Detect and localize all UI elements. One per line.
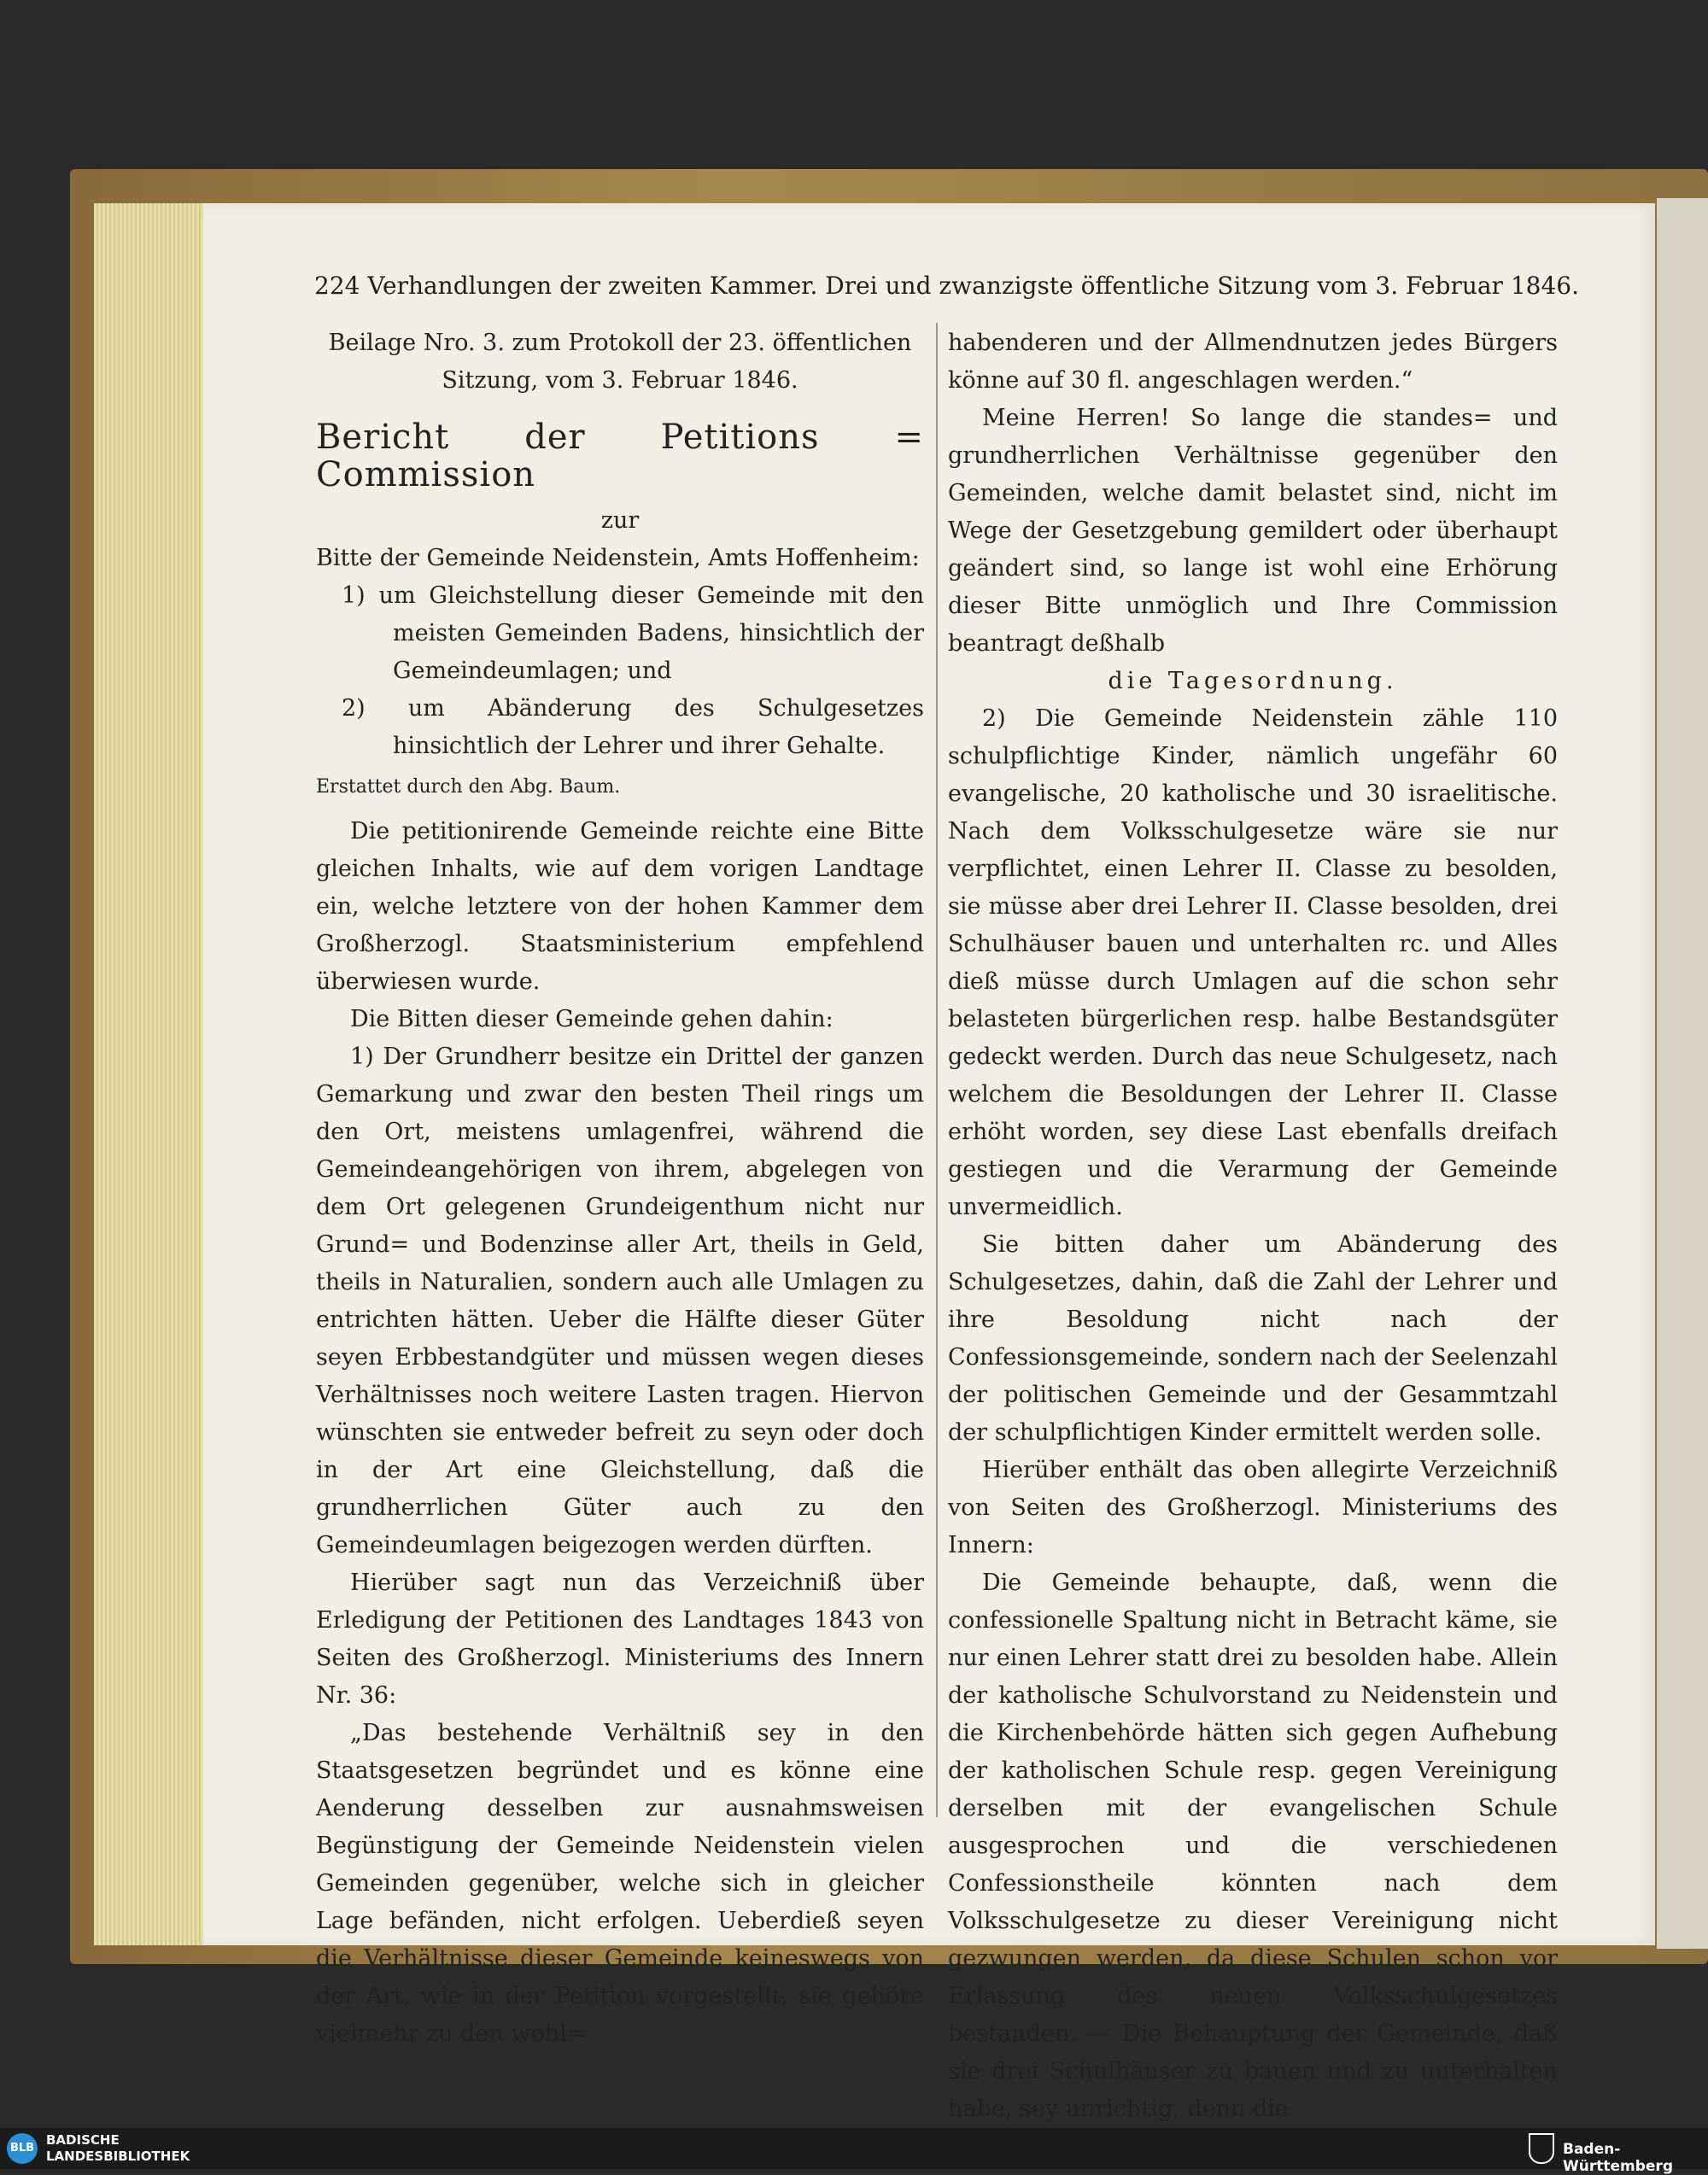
erstattet-line: Erstattet durch den Abg. Baum.	[316, 776, 621, 798]
paragraph: Meine Herren! So lange die standes= und grundherrlichen Verhältnisse gegenüber den Gemeinden, welche damit belastet sind, nicht im Wege der Gesetzgebung gemildert oder überhaupt geändert sind, so lange ist wohl eine Erhörung dieser Bitte unmöglich und Ihre Commission beantragt deßhalb	[948, 405, 1558, 657]
column-divider	[936, 323, 938, 1817]
bw-coat-of-arms-icon[interactable]	[1529, 2133, 1554, 2164]
right-column	[948, 324, 1558, 2128]
blb-line-1: BADISCHE	[46, 2132, 120, 2148]
bw-name[interactable]: Baden-Württemberg	[1563, 2141, 1673, 2175]
tagesordnung-line: die Tagesordnung.	[1108, 668, 1398, 694]
paragraph: Die petitionirende Gemeinde reichte eine Bitte gleichen Inhalts, wie auf dem vorigen Landtage ein, welche letztere von der hohen Kammer dem Großherzogl. Staatsministerium empfehlend überwiesen wurde.	[316, 818, 924, 995]
bitte-line: Bitte der Gemeinde Neidenstein, Amts Hoffenheim:	[316, 545, 920, 571]
request-item-1: 1) um Gleichstellung dieser Gemeinde mit den meisten Gemeinden Badens, hinsichtlich der Gemeindeumlagen; und	[342, 582, 924, 684]
running-header: 224 Verhandlungen der zweiten Kammer. Drei und zwanzigste öffentliche Sitzung vom 3. Februar 1846.	[314, 272, 1579, 300]
paragraph: habenderen und der Allmendnutzen jedes Bürgers könne auf 30 fl. angeschlagen werden.“	[948, 330, 1558, 394]
blb-logo-icon[interactable]: BLB	[7, 2133, 38, 2164]
blb-name[interactable]	[46, 2132, 190, 2165]
blb-line-2: LANDESBIBLIOTHEK	[46, 2149, 190, 2164]
paragraph: Sie bitten daher um Abänderung des Schulgesetzes, dahin, daß die Zahl der Lehrer und ihre Besoldung nicht nach der Confessionsgemeinde, sondern nach der Seelenzahl der politischen Gemeinde und der Gesammtzahl der schulpflichtigen Kinder ermittelt werden solle.	[948, 1231, 1558, 1446]
paragraph: Hierüber enthält das oben allegirte Verzeichniß von Seiten des Großherzogl. Ministeriums des Innern:	[948, 1457, 1558, 1558]
paragraph: 1) Der Grundherr besitze ein Drittel der ganzen Gemarkung und zwar den besten Theil rings um den Ort, meistens umlagenfrei, während die Gemeindeangehörigen von ihrem, abgelegen von dem Ort gelegenen Grundeigenthum nicht nur Grund= und Bodenzinse aller Art, theils in Geld, theils in Naturalien, sondern auch alle Umlagen zu entrichten hätten. Ueber die Hälfte dieser Güter seyen Erbbestandgüter und müssen wegen dieses Verhältnisses noch weitere Lasten tragen. Hiervon wünschten sie entweder befreit zu seyn oder doch in der Art eine Gleichstellung, daß die grundherrlichen Güter auch zu den Gemeindeumlagen beigezogen werden dürften.	[316, 1044, 924, 1558]
footer-bar	[0, 2128, 1708, 2169]
next-page-edge	[1657, 198, 1708, 1949]
paragraph: Die Bitten dieser Gemeinde gehen dahin:	[350, 1006, 834, 1032]
request-item-2: 2) um Abänderung des Schulgesetzes hinsichtlich der Lehrer und ihrer Gehalte.	[342, 695, 924, 759]
page-edge	[94, 203, 209, 1945]
paragraph: Die Gemeinde behaupte, daß, wenn die confessionelle Spaltung nicht in Betracht käme, sie nur einen Lehrer statt drei zu besolden habe. Allein der katholische Schulvorstand zu Neidenstein und die Kirchenbehörde hätten sich gegen Aufhebung der katholischen Schule resp. gegen Vereinigung derselben mit der evangelischen Schule ausgesprochen und die verschiedenen Confessionstheile könnten nach dem Volksschulgesetze zu dieser Vereinigung nicht gezwungen werden, da diese Schulen schon vor Erlassung des neuen Volksschulgesetzes bestanden. — Die Behauptung der Gemeinde, daß sie drei Schulhäuser zu bauen und zu unterhalten habe, sey unrichtig, denn die	[948, 1570, 1558, 2122]
zur-line: zur	[600, 507, 640, 534]
paragraph: Hierüber sagt nun das Verzeichniß über Erledigung der Petitionen des Landtages 1843 von Seiten des Großherzogl. Ministeriums des Innern Nr. 36:	[316, 1570, 924, 1709]
left-column	[316, 324, 924, 2053]
report-title: Bericht der Petitions = Commission	[316, 418, 924, 494]
paragraph: „Das bestehende Verhältniß sey in den Staatsgesetzen begründet und es könne eine Aenderung desselben zur ausnahmsweisen Begünstigung der Gemeinde Neidenstein vielen Gemeinden gegenüber, welche sich in gleicher Lage befänden, nicht erfolgen. Ueberdieß seyen die Verhältnisse dieser Gemeinde keineswegs von der Art, wie in der Petition vorgestellt, sie gehöre vielmehr zu den wohl=	[316, 1720, 924, 2047]
beilage-line: Beilage Nro. 3. zum Protokoll der 23. öffentlichen Sitzung, vom 3. Februar 1846.	[328, 330, 912, 394]
paragraph: 2) Die Gemeinde Neidenstein zähle 110 schulpflichtige Kinder, nämlich ungefähr 60 evangelische, 20 katholische und 30 israelitische. Nach dem Volksschulgesetze wäre sie nur verpflichtet, einen Lehrer II. Classe zu besolden, sie müsse aber drei Lehrer II. Classe besolden, drei Schulhäuser bauen und unterhalten rc. und Alles dieß müsse durch Umlagen auf die schon sehr belasteten bürgerlichen resp. halbe Bestandsgüter gedeckt werden. Durch das neue Schulgesetz, nach welchem die Besoldungen der Lehrer II. Classe erhöht worden, sey diese Last ebenfalls dreifach gestiegen und die Verarmung der Gemeinde unvermeidlich.	[948, 705, 1558, 1220]
